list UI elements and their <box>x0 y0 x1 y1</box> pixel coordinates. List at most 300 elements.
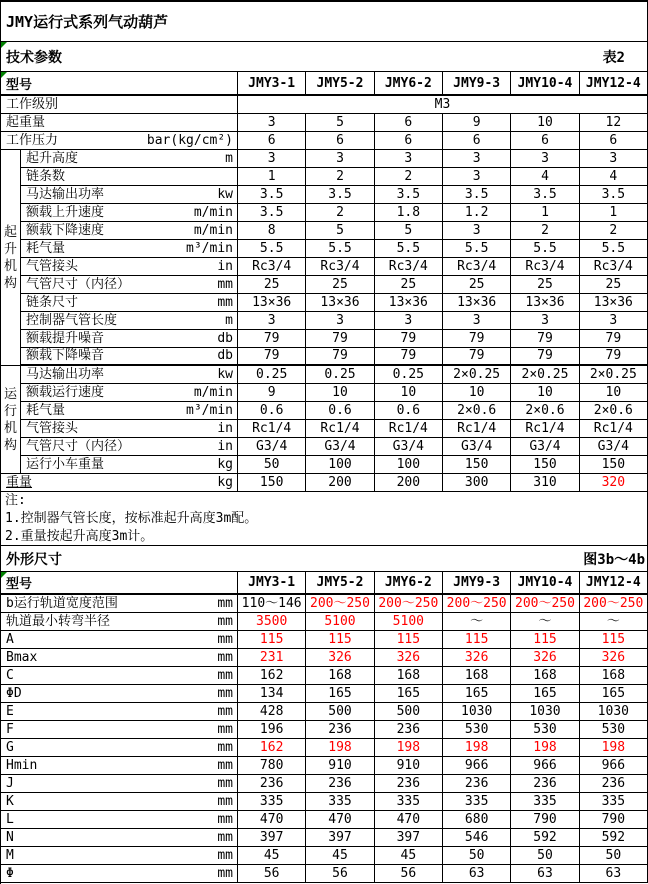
value-cell: 25 <box>238 276 306 294</box>
unit-label: m <box>225 150 233 166</box>
value-cell: 3 <box>443 222 511 240</box>
value-cell: 236 <box>443 775 511 793</box>
value-cell: 2 <box>511 222 579 240</box>
value-cell: 910 <box>306 757 374 775</box>
unit-label: db <box>217 330 233 346</box>
note-line: 1.控制器气管长度，按标准起升高度3m配。 <box>5 511 258 526</box>
value-cell: 6 <box>580 132 648 150</box>
value-cell: Rc3/4 <box>238 258 306 276</box>
value-cell: 5.5 <box>306 240 374 258</box>
parameter-name: L <box>6 811 14 827</box>
table-row-label <box>21 312 238 330</box>
value-cell: 150 <box>580 456 648 474</box>
value-cell: 9 <box>443 114 511 132</box>
value-cell: 115 <box>511 631 579 649</box>
column-header-model: 型号 <box>1 572 238 595</box>
value-cell: G3/4 <box>580 438 648 456</box>
value-cell: 966 <box>580 757 648 775</box>
value-cell: 231 <box>238 649 306 667</box>
value-cell: 790 <box>580 811 648 829</box>
value-cell: 236 <box>375 721 443 739</box>
value-cell: 500 <box>306 703 374 721</box>
unit-label: mm <box>217 631 233 647</box>
value-cell: 134 <box>238 685 306 703</box>
dims-section-title: 外形尺寸 <box>6 551 62 568</box>
parameter-name: 额载上升速度 <box>26 204 105 220</box>
value-cell: 0.25 <box>306 366 374 384</box>
value-cell: 79 <box>238 330 306 348</box>
value-cell: 0.6 <box>238 402 306 420</box>
value-cell: 326 <box>511 649 579 667</box>
value-cell: 5.5 <box>375 240 443 258</box>
parameter-name: C <box>6 667 14 683</box>
unit-label: kg <box>217 456 233 472</box>
value-cell: 3 <box>580 312 648 330</box>
value-cell: 168 <box>443 667 511 685</box>
unit-label: in <box>217 420 233 436</box>
table-row-label <box>21 222 238 240</box>
value-cell: 2×0.6 <box>580 402 648 420</box>
value-cell: 3 <box>238 114 306 132</box>
value-cell: 6 <box>443 132 511 150</box>
value-cell: 326 <box>375 649 443 667</box>
column-header: JMY5-2 <box>306 572 374 595</box>
value-cell: 530 <box>443 721 511 739</box>
unit-label: mm <box>217 294 233 310</box>
value-cell: 63 <box>443 865 511 883</box>
parameter-name: 额载下降噪音 <box>26 348 105 363</box>
value-cell: Rc1/4 <box>443 420 511 438</box>
unit-label: mm <box>217 847 233 863</box>
value-cell: 2×0.25 <box>580 366 648 384</box>
table-row-label <box>1 685 238 703</box>
value-cell: 168 <box>580 667 648 685</box>
unit-label: mm <box>217 703 233 719</box>
unit-label: mm <box>217 865 233 881</box>
value-cell: 50 <box>443 847 511 865</box>
value-cell: 530 <box>511 721 579 739</box>
column-header: JMY3-1 <box>238 72 306 96</box>
value-cell: 200～250 <box>511 595 579 613</box>
value-cell: 236 <box>511 775 579 793</box>
value-cell: 0.6 <box>375 402 443 420</box>
value-cell: 5.5 <box>580 240 648 258</box>
value-cell: Rc3/4 <box>443 258 511 276</box>
value-cell: 79 <box>375 330 443 348</box>
parameter-name: 工作级别 <box>6 96 59 112</box>
value-cell: 470 <box>375 811 443 829</box>
column-header: JMY9-3 <box>443 572 511 595</box>
value-cell: 10 <box>511 114 579 132</box>
value-cell: 3 <box>238 150 306 168</box>
value-cell: 326 <box>306 649 374 667</box>
value-cell: 79 <box>511 330 579 348</box>
parameter-name: 额载运行速度 <box>26 384 105 400</box>
table-row-label <box>1 595 238 613</box>
value-cell: 50 <box>511 847 579 865</box>
value-cell: 13×36 <box>375 294 443 312</box>
value-cell: 200 <box>375 474 443 492</box>
value-cell: Rc3/4 <box>306 258 374 276</box>
table-row-label <box>21 168 238 186</box>
parameter-name: E <box>6 703 14 719</box>
value-cell: 335 <box>238 793 306 811</box>
value-cell: 115 <box>443 631 511 649</box>
table-row-label <box>1 865 238 883</box>
value-cell: 200～250 <box>306 595 374 613</box>
value-cell: 10 <box>511 384 579 402</box>
unit-label: mm <box>217 685 233 701</box>
parameter-name: 额载提升噪音 <box>26 330 105 346</box>
value-cell: 6 <box>375 132 443 150</box>
value-cell: 168 <box>375 667 443 685</box>
parameter-name: 起升高度 <box>26 150 79 166</box>
table-row-label <box>1 811 238 829</box>
value-cell: 546 <box>443 829 511 847</box>
parameter-name: Bmax <box>6 649 38 665</box>
value-cell: 56 <box>306 865 374 883</box>
value-cell: 165 <box>443 685 511 703</box>
value-cell: 115 <box>375 631 443 649</box>
value-cell: 1030 <box>511 703 579 721</box>
value-cell: 13×36 <box>238 294 306 312</box>
parameter-name: F <box>6 721 14 737</box>
table-row-label <box>21 150 238 168</box>
doc-title: JMY运行式系列气动葫芦 <box>1 2 648 42</box>
column-header: JMY10-4 <box>511 572 579 595</box>
table-row-label <box>1 721 238 739</box>
value-cell: 1 <box>238 168 306 186</box>
unit-label: mm <box>217 667 233 683</box>
value-cell: 200～250 <box>443 595 511 613</box>
value-cell: Rc3/4 <box>511 258 579 276</box>
notes-title: 注: <box>5 493 26 508</box>
table-row-label <box>21 258 238 276</box>
value-cell: 115 <box>306 631 374 649</box>
dims-figure-tag: 图3b～4b <box>583 551 645 568</box>
column-header: JMY10-4 <box>511 72 579 96</box>
value-cell: Rc1/4 <box>580 420 648 438</box>
value-cell: 397 <box>238 829 306 847</box>
group-label: 起 升 机 构 <box>1 150 21 366</box>
parameter-name: Φ <box>6 865 14 881</box>
value-cell: 3 <box>511 150 579 168</box>
value-cell: 780 <box>238 757 306 775</box>
table-row-label <box>21 186 238 204</box>
table-row-label <box>21 438 238 456</box>
value-cell: 198 <box>306 739 374 757</box>
table-row-label <box>1 667 238 685</box>
value-cell: 2 <box>375 168 443 186</box>
value-cell: 8 <box>238 222 306 240</box>
value-cell: 335 <box>580 793 648 811</box>
unit-label: mm <box>217 829 233 845</box>
value-cell: 100 <box>375 456 443 474</box>
value-cell: G3/4 <box>511 438 579 456</box>
value-cell: 3500 <box>238 613 306 631</box>
table-row-label <box>1 649 238 667</box>
value-cell: 6 <box>238 132 306 150</box>
unit-label: m <box>225 312 233 328</box>
value-cell: 2×0.6 <box>443 402 511 420</box>
parameter-name: b运行轨道宽度范围 <box>6 595 118 611</box>
value-cell: 198 <box>443 739 511 757</box>
value-cell: 100 <box>306 456 374 474</box>
value-cell: 1030 <box>580 703 648 721</box>
parameter-name: M <box>6 847 14 863</box>
unit-label: m/min <box>193 204 233 220</box>
value-cell: 162 <box>238 739 306 757</box>
value-cell: Rc1/4 <box>306 420 374 438</box>
table-row-label <box>1 132 238 150</box>
parameter-name: ΦD <box>6 685 22 701</box>
value-cell: 790 <box>511 811 579 829</box>
parameter-name: 控制器气管长度 <box>26 312 118 328</box>
column-header: JMY9-3 <box>443 72 511 96</box>
value-cell: 200～250 <box>580 595 648 613</box>
value-cell: G3/4 <box>375 438 443 456</box>
tech-table-body <box>1 96 648 492</box>
value-cell: 3 <box>511 312 579 330</box>
parameter-name: 气管接头 <box>26 258 79 274</box>
value-cell: 13×36 <box>443 294 511 312</box>
value-cell: 397 <box>306 829 374 847</box>
column-header: JMY12-4 <box>580 572 648 595</box>
value-cell: 79 <box>511 348 579 366</box>
parameter-name: J <box>6 775 14 791</box>
table-row-label <box>21 294 238 312</box>
value-cell: 50 <box>580 847 648 865</box>
table-row-label <box>21 330 238 348</box>
value-cell: 3 <box>580 150 648 168</box>
value-cell: 25 <box>580 276 648 294</box>
tech-table-tag: 表2 <box>602 49 625 66</box>
parameter-name: 耗气量 <box>26 402 66 418</box>
table-row-label <box>21 420 238 438</box>
value-cell: 335 <box>443 793 511 811</box>
value-cell: 500 <box>375 703 443 721</box>
value-cell: 966 <box>511 757 579 775</box>
parameter-name: 链条尺寸 <box>26 294 79 310</box>
value-cell: 25 <box>443 276 511 294</box>
value-cell: G3/4 <box>443 438 511 456</box>
value-cell: 3.5 <box>238 186 306 204</box>
value-cell: 3 <box>306 150 374 168</box>
table-row-label <box>21 456 238 474</box>
table-row-label <box>1 757 238 775</box>
value-cell: 966 <box>443 757 511 775</box>
column-header-model: 型号 <box>1 72 238 96</box>
value-cell: 3.5 <box>306 186 374 204</box>
value-cell: 592 <box>580 829 648 847</box>
value-cell: 150 <box>238 474 306 492</box>
group-label: 运 行 机 构 <box>1 366 21 474</box>
unit-label: mm <box>217 276 233 292</box>
tech-table-header <box>1 72 648 96</box>
unit-label: kw <box>217 366 233 382</box>
parameter-name: N <box>6 829 14 845</box>
value-cell: 2×0.25 <box>511 366 579 384</box>
value-cell: 6 <box>375 114 443 132</box>
unit-label: db <box>217 348 233 363</box>
value-cell: 165 <box>375 685 443 703</box>
column-header: JMY12-4 <box>580 72 648 96</box>
value-cell: 198 <box>511 739 579 757</box>
unit-label: mm <box>217 793 233 809</box>
value-cell: 56 <box>238 865 306 883</box>
unit-label: mm <box>217 721 233 737</box>
value-cell: 3 <box>238 312 306 330</box>
value-cell: 3.5 <box>238 204 306 222</box>
value-cell: 3 <box>443 312 511 330</box>
value-cell: 115 <box>580 631 648 649</box>
parameter-name: 重量 <box>6 474 33 490</box>
parameter-name: 耗气量 <box>26 240 66 256</box>
value-cell: 470 <box>306 811 374 829</box>
table-row-label <box>21 348 238 366</box>
value-cell: 25 <box>375 276 443 294</box>
value-cell: 5 <box>306 114 374 132</box>
column-header: JMY5-2 <box>306 72 374 96</box>
dims-section-header <box>1 546 648 572</box>
table-row-label <box>1 114 238 132</box>
value-cell: 79 <box>443 348 511 366</box>
value-cell: 13×36 <box>580 294 648 312</box>
value-cell: 1.8 <box>375 204 443 222</box>
value-cell: 200 <box>306 474 374 492</box>
parameter-name: 工作压力 <box>6 132 59 148</box>
parameter-name: 轨道最小转弯半径 <box>6 613 111 629</box>
unit-label: in <box>217 258 233 274</box>
value-cell: 79 <box>580 330 648 348</box>
value-cell: 470 <box>238 811 306 829</box>
parameter-name: 气管接头 <box>26 420 79 436</box>
value-cell: 3.5 <box>375 186 443 204</box>
value-cell: 79 <box>306 330 374 348</box>
value-cell: 13×36 <box>306 294 374 312</box>
value-cell: 0.6 <box>306 402 374 420</box>
parameter-name: 链条数 <box>26 168 66 184</box>
unit-label: m³/min <box>186 240 233 256</box>
value-cell: 79 <box>443 330 511 348</box>
parameter-name: 气管尺寸（内径） <box>26 276 131 292</box>
table-row-label <box>21 240 238 258</box>
value-cell: 25 <box>511 276 579 294</box>
column-header: JMY6-2 <box>375 72 443 96</box>
table-row-label <box>1 613 238 631</box>
table-row-label <box>21 276 238 294</box>
tech-section-header <box>1 42 648 72</box>
value-cell: 9 <box>238 384 306 402</box>
value-cell: 2 <box>306 168 374 186</box>
unit-label: mm <box>217 811 233 827</box>
value-cell: 4 <box>580 168 648 186</box>
value-cell: 56 <box>375 865 443 883</box>
value-cell: 10 <box>375 384 443 402</box>
value-cell: 397 <box>375 829 443 847</box>
value-cell: 63 <box>580 865 648 883</box>
value-cell: 110～146 <box>238 595 306 613</box>
value-cell: 45 <box>306 847 374 865</box>
value-cell: 5.5 <box>511 240 579 258</box>
value-cell: 13×36 <box>511 294 579 312</box>
table-row-label <box>1 775 238 793</box>
column-header: JMY6-2 <box>375 572 443 595</box>
value-cell: 1.2 <box>443 204 511 222</box>
value-cell: 335 <box>375 793 443 811</box>
value-cell: 168 <box>306 667 374 685</box>
value-cell: 530 <box>580 721 648 739</box>
value-cell: 165 <box>306 685 374 703</box>
value-cell: ～ <box>511 613 579 631</box>
value-cell: G3/4 <box>306 438 374 456</box>
value-cell: 428 <box>238 703 306 721</box>
table-row-label <box>1 631 238 649</box>
value-cell: 5100 <box>306 613 374 631</box>
unit-label: m/min <box>193 222 233 238</box>
value-cell: 335 <box>511 793 579 811</box>
value-cell: 236 <box>306 721 374 739</box>
parameter-name: A <box>6 631 14 647</box>
value-cell-merged: M3 <box>238 96 648 114</box>
unit-label: bar(kg/cm²) <box>146 132 233 148</box>
value-cell: 5 <box>306 222 374 240</box>
value-cell: 1030 <box>443 703 511 721</box>
value-cell: 5.5 <box>443 240 511 258</box>
value-cell: 1 <box>580 204 648 222</box>
parameter-name: 起重量 <box>6 114 46 130</box>
value-cell: 6 <box>511 132 579 150</box>
value-cell: 196 <box>238 721 306 739</box>
value-cell: Rc3/4 <box>580 258 648 276</box>
value-cell: 12 <box>580 114 648 132</box>
value-cell: 680 <box>443 811 511 829</box>
table-row-label <box>1 96 238 114</box>
table-row-label <box>1 474 238 492</box>
value-cell: 2×0.6 <box>511 402 579 420</box>
unit-label: kg <box>217 474 233 490</box>
value-cell: 335 <box>306 793 374 811</box>
value-cell: 25 <box>306 276 374 294</box>
value-cell: 3 <box>375 150 443 168</box>
value-cell: 168 <box>511 667 579 685</box>
parameter-name: K <box>6 793 14 809</box>
value-cell: 236 <box>238 775 306 793</box>
value-cell: 10 <box>443 384 511 402</box>
table-row-label <box>21 204 238 222</box>
parameter-name: 额载下降速度 <box>26 222 105 238</box>
value-cell: 50 <box>238 456 306 474</box>
value-cell: 150 <box>511 456 579 474</box>
table-row-label <box>1 703 238 721</box>
value-cell: 165 <box>511 685 579 703</box>
value-cell: 4 <box>511 168 579 186</box>
notes-block <box>1 492 648 546</box>
dims-table-body <box>1 595 648 883</box>
table-row-label <box>21 366 238 384</box>
value-cell: 79 <box>238 348 306 366</box>
value-cell: 236 <box>580 775 648 793</box>
value-cell: 6 <box>306 132 374 150</box>
unit-label: in <box>217 438 233 454</box>
value-cell: 79 <box>375 348 443 366</box>
value-cell: 326 <box>443 649 511 667</box>
value-cell: 10 <box>306 384 374 402</box>
unit-label: mm <box>217 757 233 773</box>
table-row-label <box>1 847 238 865</box>
unit-label: kw <box>217 186 233 202</box>
value-cell: 200～250 <box>375 595 443 613</box>
